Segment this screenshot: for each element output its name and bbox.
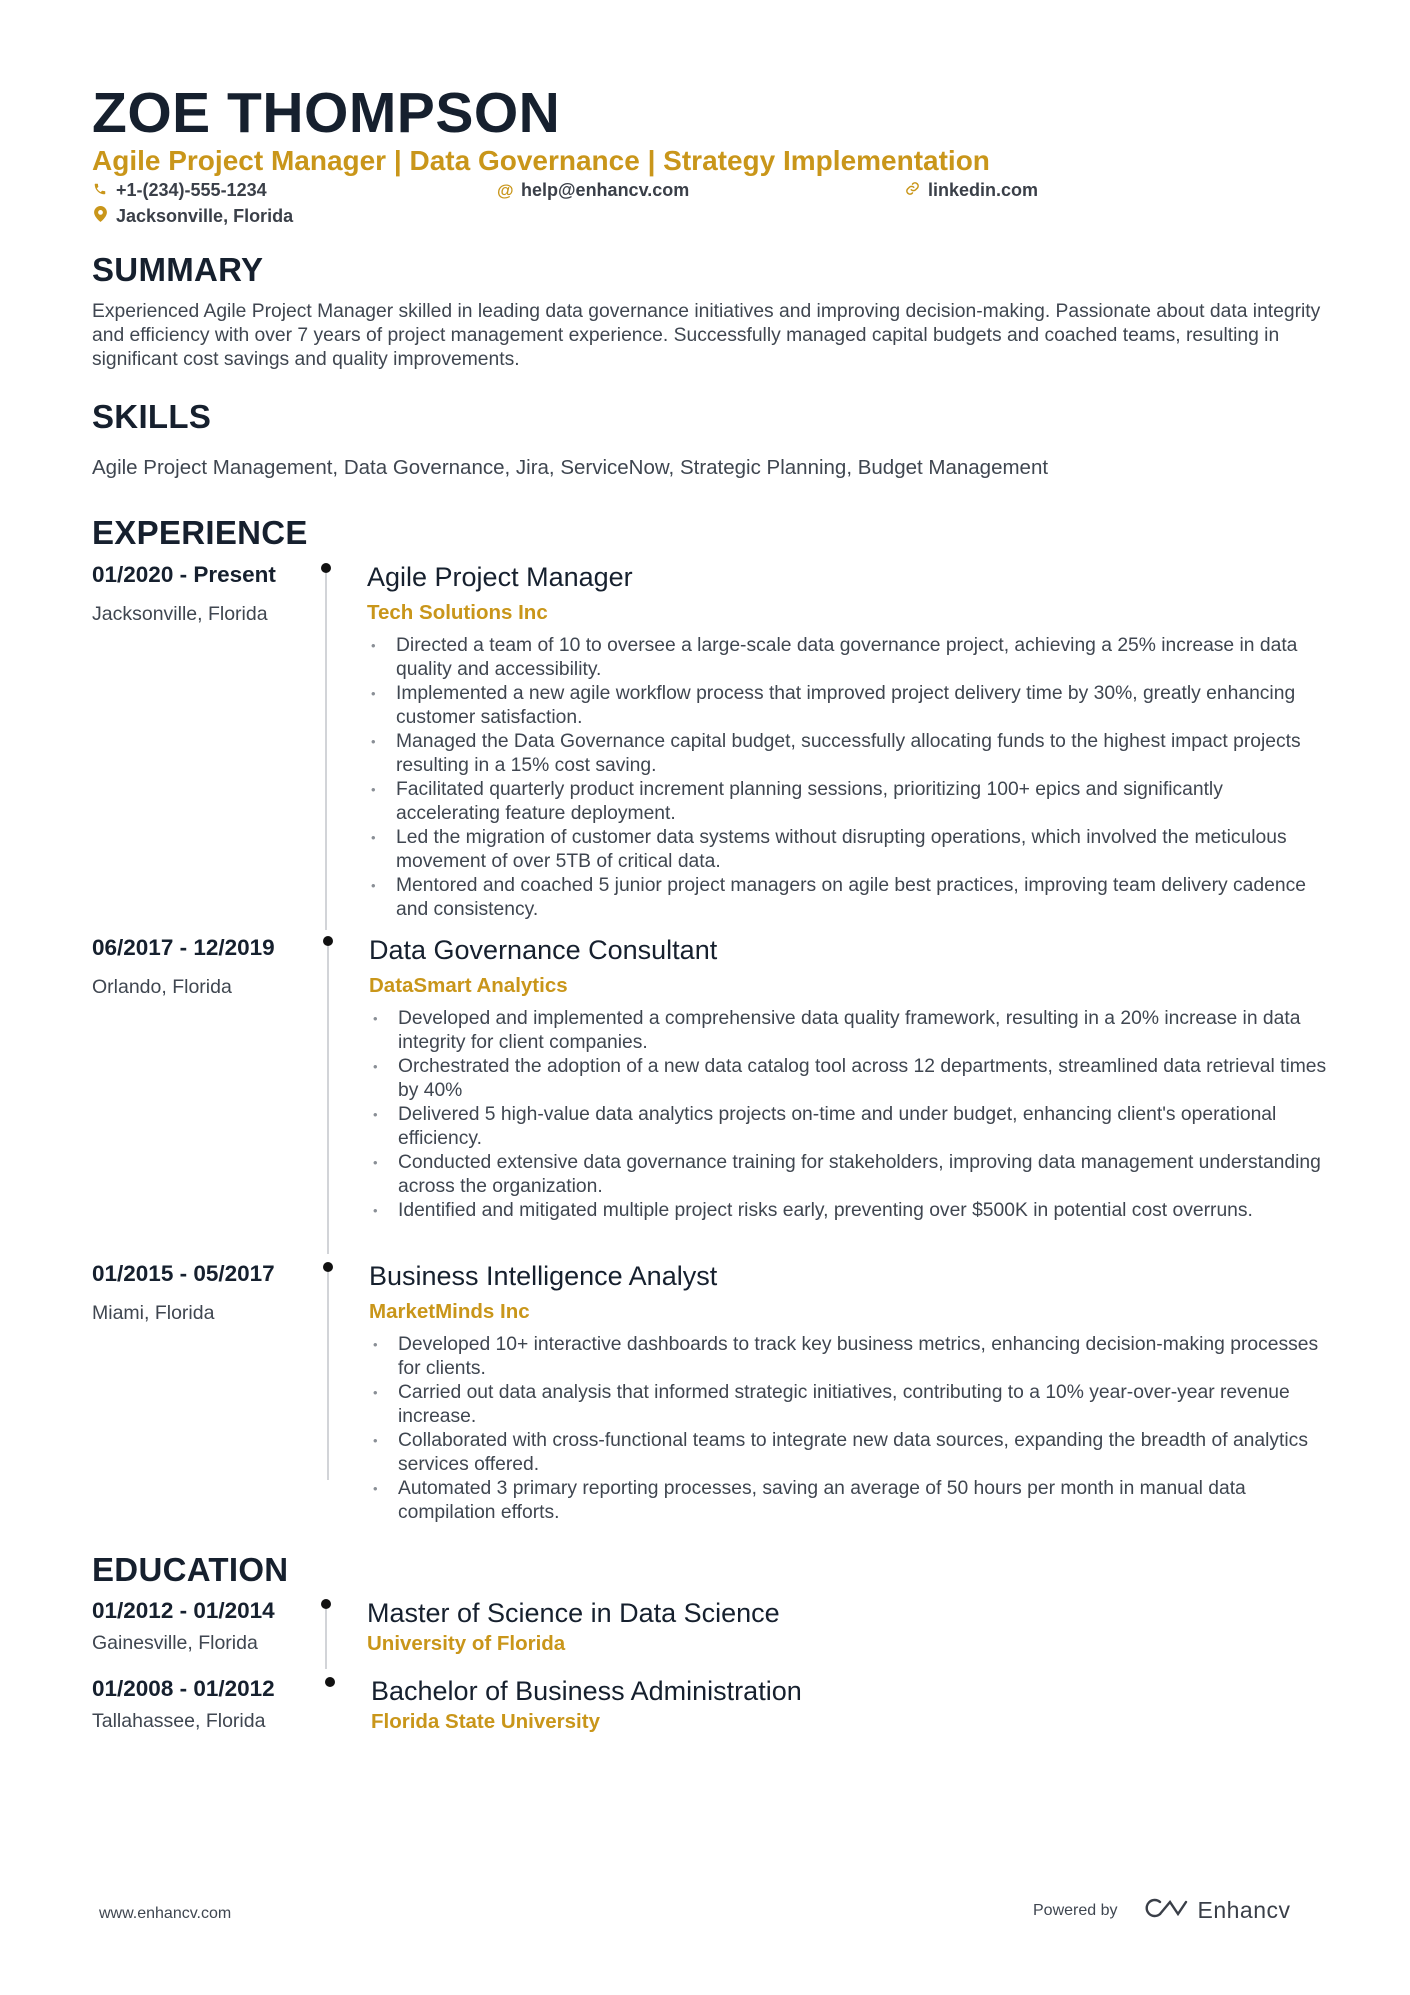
job-company: DataSmart Analytics xyxy=(369,974,568,997)
email-text[interactable]: help@enhancv.com xyxy=(521,180,690,200)
list-item: • Directed a team of 10 to oversee a large-scale data governance project, achieving a 25% increase in data quality and accessibility. xyxy=(367,634,1327,682)
job-dates: 01/2015 - 05/2017 xyxy=(92,1261,275,1286)
job-location: Orlando, Florida xyxy=(92,976,232,998)
edu-dates: 01/2008 - 01/2012 xyxy=(92,1676,275,1701)
candidate-name: ZOE THOMPSON xyxy=(92,81,561,145)
candidate-headline: Agile Project Manager | Data Governance | Strategy Implementation xyxy=(92,145,990,176)
job-role: Business Intelligence Analyst xyxy=(369,1261,718,1291)
job-dates: 06/2017 - 12/2019 xyxy=(92,935,275,960)
powered-by-label: Powered by xyxy=(1033,1901,1118,1919)
list-item: • Led the migration of customer data systems without disrupting operations, which involved the meticulous movement of over 5TB of critical data. xyxy=(367,826,1327,874)
list-item: • Developed 10+ interactive dashboards to track key business metrics, enhancing decision-making processes for clients. xyxy=(369,1333,1329,1381)
list-item: • Automated 3 primary reporting processes, saving an average of 50 hours per month in manual data compilation efforts. xyxy=(369,1477,1329,1525)
job-bullets xyxy=(367,634,1327,922)
link-icon xyxy=(904,181,920,201)
timeline-line xyxy=(327,1272,329,1480)
footer-branding[interactable] xyxy=(1033,1896,1291,1925)
skills-text: Agile Project Management, Data Governance, Jira, ServiceNow, Strategic Planning, Budget Management xyxy=(92,456,1049,479)
list-item: • Developed and implemented a comprehensive data quality framework, resulting in a 20% increase in data integrity for client companies. xyxy=(369,1007,1329,1055)
timeline-line xyxy=(327,946,329,1254)
job-company: MarketMinds Inc xyxy=(369,1300,530,1323)
timeline-dot xyxy=(321,563,331,573)
footer-website[interactable]: www.enhancv.com xyxy=(99,1905,232,1922)
timeline-line xyxy=(325,1609,327,1669)
list-item: • Collaborated with cross-functional teams to integrate new data sources, expanding the breadth of analytics services offered. xyxy=(369,1429,1329,1477)
education-heading: EDUCATION xyxy=(92,1551,289,1588)
edu-location: Tallahassee, Florida xyxy=(92,1710,266,1732)
timeline-dot xyxy=(323,936,333,946)
job-company: Tech Solutions Inc xyxy=(367,601,548,624)
timeline-dot xyxy=(321,1599,331,1609)
phone-text: +1-(234)-555-1234 xyxy=(116,180,267,200)
edu-degree: Bachelor of Business Administration xyxy=(371,1676,802,1706)
job-location: Jacksonville, Florida xyxy=(92,603,268,625)
job-role: Data Governance Consultant xyxy=(369,935,718,965)
experience-heading: EXPERIENCE xyxy=(92,514,308,551)
list-item: • Orchestrated the adoption of a new data catalog tool across 12 departments, streamlined data retrieval times by 40% xyxy=(369,1055,1329,1103)
edu-school: Florida State University xyxy=(371,1710,600,1733)
job-bullets xyxy=(369,1333,1329,1525)
contact-phone xyxy=(92,180,267,201)
job-bullets xyxy=(369,1007,1329,1223)
contact-email[interactable] xyxy=(497,180,689,201)
list-item: • Identified and mitigated multiple project risks early, preventing over $500K in potential cost overruns. xyxy=(369,1199,1329,1223)
timeline-dot xyxy=(325,1677,335,1687)
list-item: • Carried out data analysis that informed strategic initiatives, contributing to a 10% year-over-year revenue increase. xyxy=(369,1381,1329,1429)
edu-degree: Master of Science in Data Science xyxy=(367,1598,780,1628)
summary-text: Experienced Agile Project Manager skilled in leading data governance initiatives and improving decision-making. Passionate about data integrity and efficiency with over 7 years of project management experience. Successfully managed capital budgets and coached teams, resulting in significant cost savings and quality improvements. xyxy=(92,301,1321,370)
map-pin-icon xyxy=(92,206,108,227)
list-item: • Implemented a new agile workflow process that improved project delivery time by 30%, greatly enhancing customer satisfaction. xyxy=(367,682,1327,730)
skills-heading: SKILLS xyxy=(92,398,212,435)
list-item: • Facilitated quarterly product increment planning sessions, prioritizing 100+ epics and significantly accelerating feature deployment. xyxy=(367,778,1327,826)
list-item: • Managed the Data Governance capital budget, successfully allocating funds to the highest impact projects resulting in a 15% cost saving. xyxy=(367,730,1327,778)
list-item: • Conducted extensive data governance training for stakeholders, improving data management understanding across the organization. xyxy=(369,1151,1329,1199)
linkedin-text[interactable]: linkedin.com xyxy=(928,180,1039,200)
job-dates: 01/2020 - Present xyxy=(92,562,276,587)
list-item: • Mentored and coached 5 junior project managers on agile best practices, improving team delivery cadence and consistency. xyxy=(367,874,1327,922)
phone-icon xyxy=(92,181,108,201)
contact-linkedin[interactable] xyxy=(904,180,1038,201)
enhancv-brand: Enhancv xyxy=(1197,1897,1291,1923)
list-item: • Delivered 5 high-value data analytics projects on-time and under budget, enhancing client's operational efficiency. xyxy=(369,1103,1329,1151)
at-icon: @ xyxy=(497,180,514,200)
enhancv-logo-icon xyxy=(1144,1896,1190,1925)
edu-dates: 01/2012 - 01/2014 xyxy=(92,1598,275,1623)
job-location: Miami, Florida xyxy=(92,1302,215,1324)
edu-location: Gainesville, Florida xyxy=(92,1632,258,1654)
edu-school: University of Florida xyxy=(367,1632,566,1655)
summary-heading: SUMMARY xyxy=(92,251,264,288)
location-text: Jacksonville, Florida xyxy=(116,206,294,226)
timeline-line xyxy=(325,573,327,930)
job-role: Agile Project Manager xyxy=(367,562,633,592)
contact-location xyxy=(92,206,293,227)
timeline-dot xyxy=(323,1262,333,1272)
